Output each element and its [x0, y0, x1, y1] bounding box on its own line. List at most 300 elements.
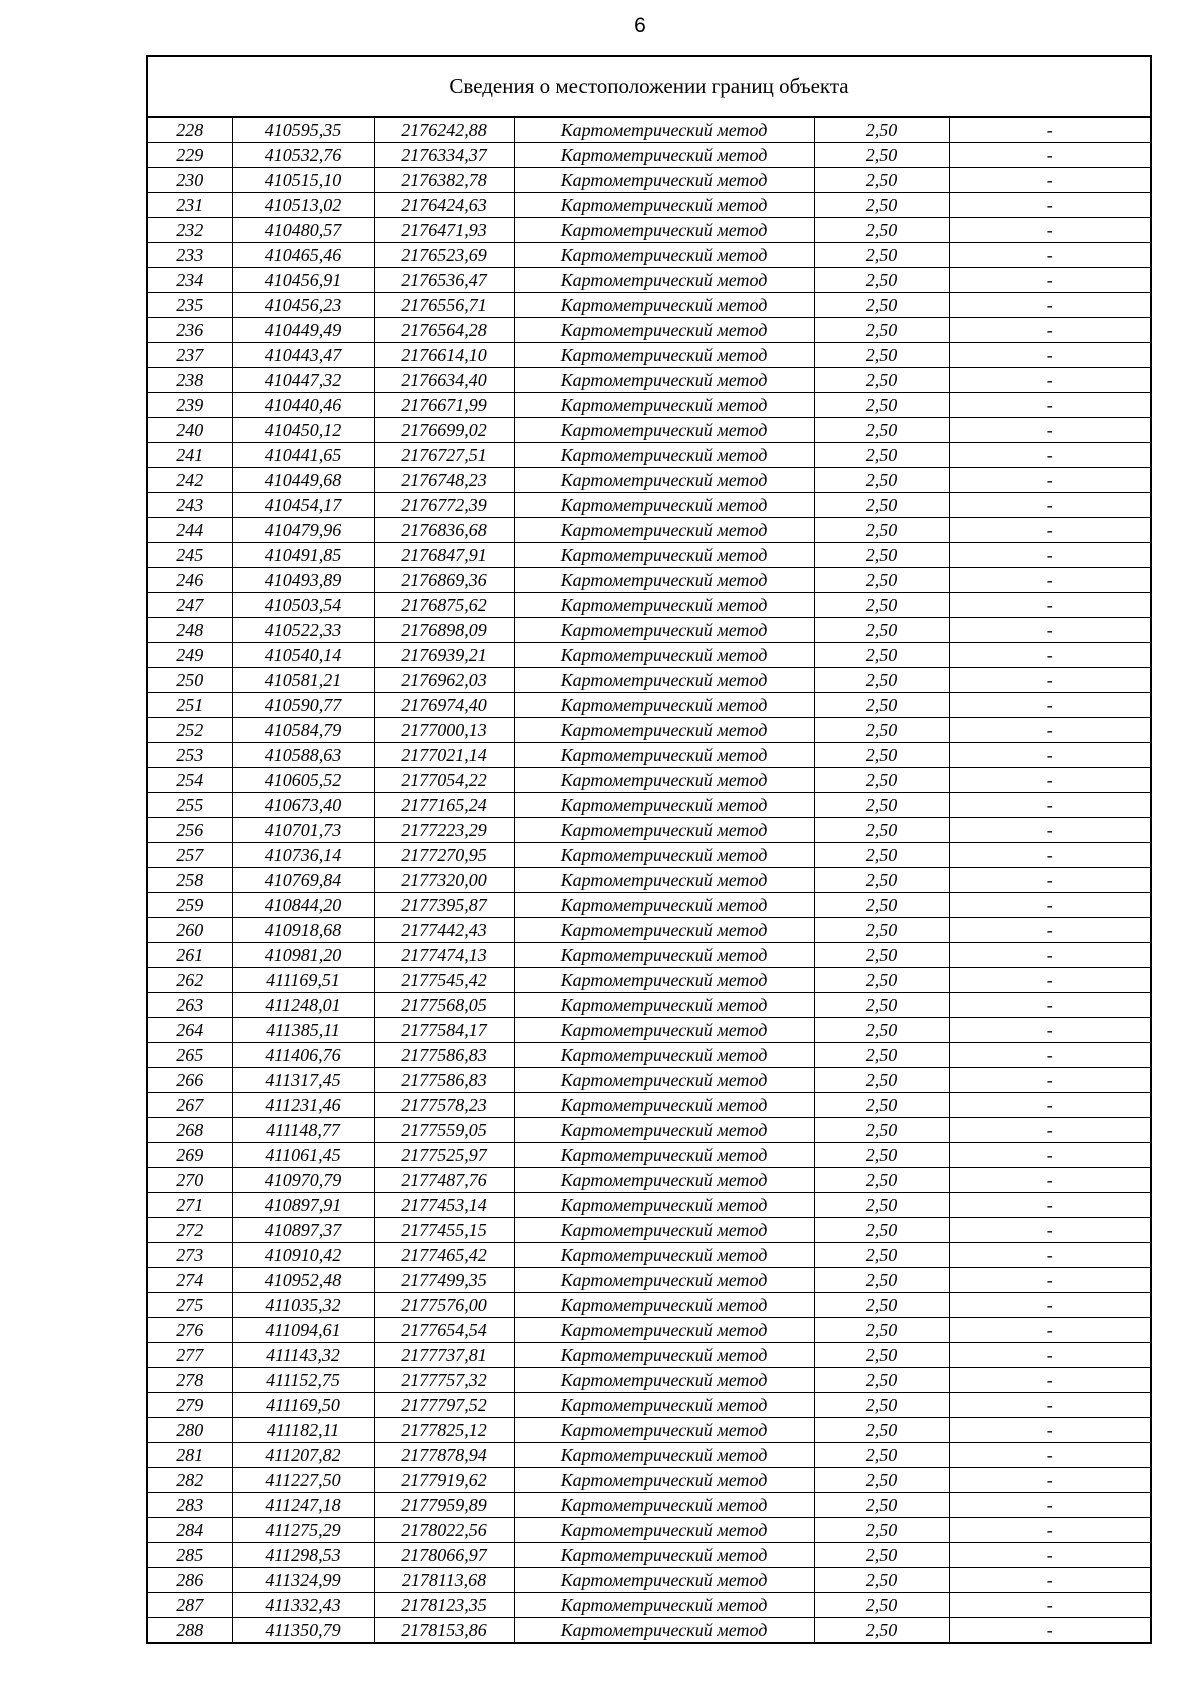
accuracy-cell: 2,50 [814, 893, 949, 918]
accuracy-cell: 2,50 [814, 1268, 949, 1293]
accuracy-cell: 2,50 [814, 468, 949, 493]
point-number-cell: 288 [148, 1618, 232, 1643]
description-cell: - [949, 643, 1150, 668]
table-row [148, 1193, 1150, 1218]
y-coordinate-cell: 2177165,24 [374, 793, 514, 818]
table-row [148, 168, 1150, 193]
accuracy-cell: 2,50 [814, 1468, 949, 1493]
accuracy-cell: 2,50 [814, 493, 949, 518]
y-coordinate-cell: 2176523,69 [374, 243, 514, 268]
table-row [148, 1443, 1150, 1468]
method-cell: Картометрический метод [514, 1443, 814, 1468]
method-cell: Картометрический метод [514, 768, 814, 793]
point-number-cell: 242 [148, 468, 232, 493]
x-coordinate-cell: 410479,96 [232, 518, 374, 543]
accuracy-cell: 2,50 [814, 1418, 949, 1443]
table-row [148, 568, 1150, 593]
accuracy-cell: 2,50 [814, 793, 949, 818]
table-row [148, 743, 1150, 768]
description-cell: - [949, 1618, 1150, 1643]
accuracy-cell: 2,50 [814, 418, 949, 443]
method-cell: Картометрический метод [514, 443, 814, 468]
y-coordinate-cell: 2177223,29 [374, 818, 514, 843]
method-cell: Картометрический метод [514, 668, 814, 693]
description-cell: - [949, 993, 1150, 1018]
table-row [148, 668, 1150, 693]
y-coordinate-cell: 2177474,13 [374, 943, 514, 968]
x-coordinate-cell: 410701,73 [232, 818, 374, 843]
point-number-cell: 259 [148, 893, 232, 918]
point-number-cell: 285 [148, 1543, 232, 1568]
point-number-cell: 272 [148, 1218, 232, 1243]
description-cell: - [949, 743, 1150, 768]
y-coordinate-cell: 2177320,00 [374, 868, 514, 893]
description-cell: - [949, 1443, 1150, 1468]
point-number-cell: 233 [148, 243, 232, 268]
point-number-cell: 250 [148, 668, 232, 693]
table-title: Сведения о местоположении границ объекта [148, 57, 1150, 118]
accuracy-cell: 2,50 [814, 1493, 949, 1518]
method-cell: Картометрический метод [514, 1268, 814, 1293]
point-number-cell: 264 [148, 1018, 232, 1043]
y-coordinate-cell: 2176748,23 [374, 468, 514, 493]
table-row [148, 368, 1150, 393]
y-coordinate-cell: 2177878,94 [374, 1443, 514, 1468]
x-coordinate-cell: 410440,46 [232, 393, 374, 418]
method-cell: Картометрический метод [514, 318, 814, 343]
method-cell: Картометрический метод [514, 1243, 814, 1268]
point-number-cell: 238 [148, 368, 232, 393]
point-number-cell: 232 [148, 218, 232, 243]
description-cell: - [949, 518, 1150, 543]
x-coordinate-cell: 410910,42 [232, 1243, 374, 1268]
description-cell: - [949, 1418, 1150, 1443]
y-coordinate-cell: 2177757,32 [374, 1368, 514, 1393]
y-coordinate-cell: 2176471,93 [374, 218, 514, 243]
accuracy-cell: 2,50 [814, 718, 949, 743]
accuracy-cell: 2,50 [814, 868, 949, 893]
x-coordinate-cell: 410673,40 [232, 793, 374, 818]
accuracy-cell: 2,50 [814, 118, 949, 143]
point-number-cell: 256 [148, 818, 232, 843]
accuracy-cell: 2,50 [814, 693, 949, 718]
method-cell: Картометрический метод [514, 243, 814, 268]
table-row [148, 343, 1150, 368]
method-cell: Картометрический метод [514, 1493, 814, 1518]
point-number-cell: 268 [148, 1118, 232, 1143]
accuracy-cell: 2,50 [814, 518, 949, 543]
x-coordinate-cell: 411385,11 [232, 1018, 374, 1043]
method-cell: Картометрический метод [514, 343, 814, 368]
y-coordinate-cell: 2177021,14 [374, 743, 514, 768]
description-cell: - [949, 1243, 1150, 1268]
point-number-cell: 266 [148, 1068, 232, 1093]
table-row [148, 1368, 1150, 1393]
accuracy-cell: 2,50 [814, 1018, 949, 1043]
table-row [148, 1068, 1150, 1093]
y-coordinate-cell: 2177586,83 [374, 1043, 514, 1068]
description-cell: - [949, 618, 1150, 643]
table-row [148, 1043, 1150, 1068]
y-coordinate-cell: 2177584,17 [374, 1018, 514, 1043]
x-coordinate-cell: 410595,35 [232, 118, 374, 143]
accuracy-cell: 2,50 [814, 1343, 949, 1368]
point-number-cell: 235 [148, 293, 232, 318]
x-coordinate-cell: 411169,50 [232, 1393, 374, 1418]
method-cell: Картометрический метод [514, 1418, 814, 1443]
y-coordinate-cell: 2176614,10 [374, 343, 514, 368]
method-cell: Картометрический метод [514, 843, 814, 868]
x-coordinate-cell: 411169,51 [232, 968, 374, 993]
x-coordinate-cell: 411248,01 [232, 993, 374, 1018]
table-row [148, 543, 1150, 568]
point-number-cell: 255 [148, 793, 232, 818]
method-cell: Картометрический метод [514, 468, 814, 493]
table-row [148, 1218, 1150, 1243]
y-coordinate-cell: 2177455,15 [374, 1218, 514, 1243]
table-row [148, 1293, 1150, 1318]
accuracy-cell: 2,50 [814, 593, 949, 618]
point-number-cell: 243 [148, 493, 232, 518]
accuracy-cell: 2,50 [814, 1068, 949, 1093]
method-cell: Картометрический метод [514, 868, 814, 893]
x-coordinate-cell: 411061,45 [232, 1143, 374, 1168]
x-coordinate-cell: 411247,18 [232, 1493, 374, 1518]
description-cell: - [949, 1518, 1150, 1543]
table-row [148, 118, 1150, 143]
y-coordinate-cell: 2176898,09 [374, 618, 514, 643]
method-cell: Картометрический метод [514, 568, 814, 593]
y-coordinate-cell: 2177559,05 [374, 1118, 514, 1143]
x-coordinate-cell: 410736,14 [232, 843, 374, 868]
description-cell: - [949, 193, 1150, 218]
method-cell: Картометрический метод [514, 643, 814, 668]
point-number-cell: 230 [148, 168, 232, 193]
method-cell: Картометрический метод [514, 118, 814, 143]
accuracy-cell: 2,50 [814, 843, 949, 868]
accuracy-cell: 2,50 [814, 1568, 949, 1593]
point-number-cell: 287 [148, 1593, 232, 1618]
x-coordinate-cell: 410952,48 [232, 1268, 374, 1293]
method-cell: Картометрический метод [514, 1143, 814, 1168]
x-coordinate-cell: 411148,77 [232, 1118, 374, 1143]
method-cell: Картометрический метод [514, 1343, 814, 1368]
x-coordinate-cell: 411094,61 [232, 1318, 374, 1343]
accuracy-cell: 2,50 [814, 193, 949, 218]
method-cell: Картометрический метод [514, 1518, 814, 1543]
x-coordinate-cell: 411143,32 [232, 1343, 374, 1368]
y-coordinate-cell: 2176564,28 [374, 318, 514, 343]
x-coordinate-cell: 411182,11 [232, 1418, 374, 1443]
table-row [148, 1343, 1150, 1368]
method-cell: Картометрический метод [514, 518, 814, 543]
accuracy-cell: 2,50 [814, 568, 949, 593]
x-coordinate-cell: 410480,57 [232, 218, 374, 243]
point-number-cell: 254 [148, 768, 232, 793]
point-number-cell: 234 [148, 268, 232, 293]
table-row [148, 243, 1150, 268]
description-cell: - [949, 668, 1150, 693]
y-coordinate-cell: 2177395,87 [374, 893, 514, 918]
table-row [148, 1543, 1150, 1568]
y-coordinate-cell: 2176424,63 [374, 193, 514, 218]
y-coordinate-cell: 2176242,88 [374, 118, 514, 143]
description-cell: - [949, 418, 1150, 443]
x-coordinate-cell: 410515,10 [232, 168, 374, 193]
method-cell: Картометрический метод [514, 1193, 814, 1218]
description-cell: - [949, 843, 1150, 868]
description-cell: - [949, 1343, 1150, 1368]
table-row [148, 1518, 1150, 1543]
table-row [148, 1018, 1150, 1043]
point-number-cell: 239 [148, 393, 232, 418]
point-number-cell: 265 [148, 1043, 232, 1068]
description-cell: - [949, 543, 1150, 568]
point-number-cell: 274 [148, 1268, 232, 1293]
point-number-cell: 228 [148, 118, 232, 143]
table-row [148, 1618, 1150, 1643]
method-cell: Картометрический метод [514, 618, 814, 643]
point-number-cell: 236 [148, 318, 232, 343]
accuracy-cell: 2,50 [814, 993, 949, 1018]
y-coordinate-cell: 2177054,22 [374, 768, 514, 793]
method-cell: Картометрический метод [514, 918, 814, 943]
table-row [148, 218, 1150, 243]
table-row [148, 693, 1150, 718]
table-row [148, 1268, 1150, 1293]
y-coordinate-cell: 2176869,36 [374, 568, 514, 593]
method-cell: Картометрический метод [514, 1368, 814, 1393]
description-cell: - [949, 293, 1150, 318]
table-row [148, 143, 1150, 168]
x-coordinate-cell: 411207,82 [232, 1443, 374, 1468]
accuracy-cell: 2,50 [814, 1193, 949, 1218]
accuracy-cell: 2,50 [814, 1143, 949, 1168]
y-coordinate-cell: 2176847,91 [374, 543, 514, 568]
accuracy-cell: 2,50 [814, 1093, 949, 1118]
accuracy-cell: 2,50 [814, 168, 949, 193]
description-cell: - [949, 868, 1150, 893]
table-row [148, 293, 1150, 318]
point-number-cell: 247 [148, 593, 232, 618]
x-coordinate-cell: 411275,29 [232, 1518, 374, 1543]
y-coordinate-cell: 2177499,35 [374, 1268, 514, 1293]
y-coordinate-cell: 2177453,14 [374, 1193, 514, 1218]
description-cell: - [949, 1018, 1150, 1043]
table-row [148, 643, 1150, 668]
description-cell: - [949, 268, 1150, 293]
table-row [148, 918, 1150, 943]
point-number-cell: 263 [148, 993, 232, 1018]
point-number-cell: 281 [148, 1443, 232, 1468]
point-number-cell: 278 [148, 1368, 232, 1393]
y-coordinate-cell: 2176727,51 [374, 443, 514, 468]
point-number-cell: 253 [148, 743, 232, 768]
table-row [148, 943, 1150, 968]
accuracy-cell: 2,50 [814, 1518, 949, 1543]
method-cell: Картометрический метод [514, 718, 814, 743]
y-coordinate-cell: 2178113,68 [374, 1568, 514, 1593]
method-cell: Картометрический метод [514, 368, 814, 393]
method-cell: Картометрический метод [514, 1568, 814, 1593]
x-coordinate-cell: 410981,20 [232, 943, 374, 968]
y-coordinate-cell: 2177825,12 [374, 1418, 514, 1443]
x-coordinate-cell: 410443,47 [232, 343, 374, 368]
point-number-cell: 258 [148, 868, 232, 893]
table-row [148, 1568, 1150, 1593]
y-coordinate-cell: 2176974,40 [374, 693, 514, 718]
description-cell: - [949, 243, 1150, 268]
y-coordinate-cell: 2177654,54 [374, 1318, 514, 1343]
method-cell: Картометрический метод [514, 218, 814, 243]
table-row [148, 718, 1150, 743]
method-cell: Картометрический метод [514, 168, 814, 193]
method-cell: Картометрический метод [514, 943, 814, 968]
y-coordinate-cell: 2177576,00 [374, 1293, 514, 1318]
x-coordinate-cell: 411350,79 [232, 1618, 374, 1643]
x-coordinate-cell: 410449,49 [232, 318, 374, 343]
boundary-table-container [146, 55, 1152, 1644]
description-cell: - [949, 818, 1150, 843]
description-cell: - [949, 493, 1150, 518]
description-cell: - [949, 393, 1150, 418]
table-row [148, 968, 1150, 993]
method-cell: Картометрический метод [514, 1468, 814, 1493]
y-coordinate-cell: 2178066,97 [374, 1543, 514, 1568]
x-coordinate-cell: 410584,79 [232, 718, 374, 743]
description-cell: - [949, 1568, 1150, 1593]
y-coordinate-cell: 2177487,76 [374, 1168, 514, 1193]
method-cell: Картометрический метод [514, 143, 814, 168]
x-coordinate-cell: 410588,63 [232, 743, 374, 768]
point-number-cell: 279 [148, 1393, 232, 1418]
point-number-cell: 262 [148, 968, 232, 993]
accuracy-cell: 2,50 [814, 243, 949, 268]
x-coordinate-cell: 410970,79 [232, 1168, 374, 1193]
method-cell: Картометрический метод [514, 1293, 814, 1318]
y-coordinate-cell: 2177465,42 [374, 1243, 514, 1268]
y-coordinate-cell: 2177919,62 [374, 1468, 514, 1493]
description-cell: - [949, 718, 1150, 743]
method-cell: Картометрический метод [514, 193, 814, 218]
x-coordinate-cell: 410897,91 [232, 1193, 374, 1218]
method-cell: Картометрический метод [514, 393, 814, 418]
accuracy-cell: 2,50 [814, 1393, 949, 1418]
y-coordinate-cell: 2177578,23 [374, 1093, 514, 1118]
point-number-cell: 286 [148, 1568, 232, 1593]
x-coordinate-cell: 410493,89 [232, 568, 374, 593]
description-cell: - [949, 318, 1150, 343]
method-cell: Картометрический метод [514, 268, 814, 293]
table-row [148, 468, 1150, 493]
description-cell: - [949, 943, 1150, 968]
x-coordinate-cell: 410844,20 [232, 893, 374, 918]
point-number-cell: 270 [148, 1168, 232, 1193]
description-cell: - [949, 1268, 1150, 1293]
point-number-cell: 284 [148, 1518, 232, 1543]
description-cell: - [949, 1143, 1150, 1168]
accuracy-cell: 2,50 [814, 1443, 949, 1468]
description-cell: - [949, 118, 1150, 143]
accuracy-cell: 2,50 [814, 143, 949, 168]
point-number-cell: 283 [148, 1493, 232, 1518]
point-number-cell: 237 [148, 343, 232, 368]
description-cell: - [949, 1043, 1150, 1068]
y-coordinate-cell: 2178022,56 [374, 1518, 514, 1543]
accuracy-cell: 2,50 [814, 218, 949, 243]
accuracy-cell: 2,50 [814, 1218, 949, 1243]
x-coordinate-cell: 411035,32 [232, 1293, 374, 1318]
y-coordinate-cell: 2176536,47 [374, 268, 514, 293]
accuracy-cell: 2,50 [814, 943, 949, 968]
table-row [148, 893, 1150, 918]
point-number-cell: 280 [148, 1418, 232, 1443]
x-coordinate-cell: 410590,77 [232, 693, 374, 718]
y-coordinate-cell: 2177000,13 [374, 718, 514, 743]
table-row [148, 1393, 1150, 1418]
description-cell: - [949, 1168, 1150, 1193]
y-coordinate-cell: 2177959,89 [374, 1493, 514, 1518]
description-cell: - [949, 793, 1150, 818]
point-number-cell: 244 [148, 518, 232, 543]
method-cell: Картометрический метод [514, 818, 814, 843]
y-coordinate-cell: 2176772,39 [374, 493, 514, 518]
table-row [148, 768, 1150, 793]
point-number-cell: 252 [148, 718, 232, 743]
accuracy-cell: 2,50 [814, 268, 949, 293]
table-row [148, 1143, 1150, 1168]
table-row [148, 193, 1150, 218]
method-cell: Картометрический метод [514, 793, 814, 818]
method-cell: Картометрический метод [514, 1593, 814, 1618]
y-coordinate-cell: 2176962,03 [374, 668, 514, 693]
y-coordinate-cell: 2177737,81 [374, 1343, 514, 1368]
description-cell: - [949, 1293, 1150, 1318]
accuracy-cell: 2,50 [814, 318, 949, 343]
description-cell: - [949, 1468, 1150, 1493]
point-number-cell: 240 [148, 418, 232, 443]
method-cell: Картометрический метод [514, 543, 814, 568]
accuracy-cell: 2,50 [814, 818, 949, 843]
x-coordinate-cell: 411317,45 [232, 1068, 374, 1093]
method-cell: Картометрический метод [514, 968, 814, 993]
description-cell: - [949, 1543, 1150, 1568]
description-cell: - [949, 1393, 1150, 1418]
table-row [148, 268, 1150, 293]
x-coordinate-cell: 410441,65 [232, 443, 374, 468]
table-row [148, 393, 1150, 418]
method-cell: Картометрический метод [514, 1393, 814, 1418]
y-coordinate-cell: 2176556,71 [374, 293, 514, 318]
method-cell: Картометрический метод [514, 993, 814, 1018]
point-number-cell: 267 [148, 1093, 232, 1118]
table-row [148, 1468, 1150, 1493]
description-cell: - [949, 468, 1150, 493]
y-coordinate-cell: 2177442,43 [374, 918, 514, 943]
method-cell: Картометрический метод [514, 418, 814, 443]
point-number-cell: 271 [148, 1193, 232, 1218]
description-cell: - [949, 568, 1150, 593]
y-coordinate-cell: 2176836,68 [374, 518, 514, 543]
point-number-cell: 245 [148, 543, 232, 568]
method-cell: Картометрический метод [514, 1043, 814, 1068]
table-row [148, 1593, 1150, 1618]
accuracy-cell: 2,50 [814, 1593, 949, 1618]
table-row [148, 1493, 1150, 1518]
point-number-cell: 248 [148, 618, 232, 643]
table-row [148, 593, 1150, 618]
x-coordinate-cell: 410918,68 [232, 918, 374, 943]
